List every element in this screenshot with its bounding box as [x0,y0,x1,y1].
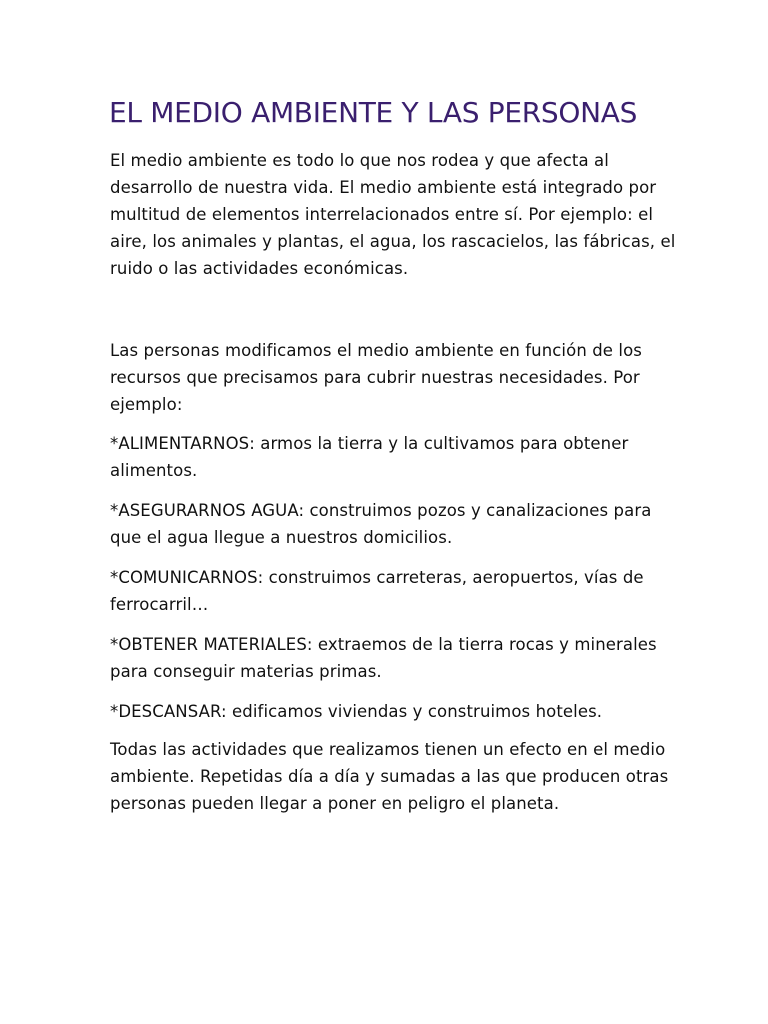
intro-paragraph: El medio ambiente es todo lo que nos rodea y que afecta al desarrollo de nuestra vida. El medio ambiente está integrado por multitud de elementos interrelacionados entre sí. Por ejemplo: el aire, los animales y plantas, el agua, los rascacielos, las fábricas, el ruido o las actividades económicas. [110,151,676,278]
list-item-alimentarnos: *ALIMENTARNOS: armos la tierra y la cultivamos para obtener alimentos. [110,434,629,480]
modification-paragraph: Las personas modificamos el medio ambiente en función de los recursos que precisamos para cubrir nuestras necesidades. Por ejemplo: [110,341,642,414]
list-item-descansar: *DESCANSAR: edificamos viviendas y construimos hoteles. [110,702,603,721]
list-item-asegurarnos-agua: *ASEGURARNOS AGUA: construimos pozos y canalizaciones para que el agua llegue a nuestros domicilios. [110,501,652,547]
list-item-obtener-materiales: *OBTENER MATERIALES: extraemos de la tierra rocas y minerales para conseguir materias primas. [110,635,657,681]
document-title: EL MEDIO AMBIENTE Y LAS PERSONAS [109,96,638,129]
conclusion-paragraph: Todas las actividades que realizamos tienen un efecto en el medio ambiente. Repetidas día a día y sumadas a las que producen otras personas pueden llegar a poner en peligro el planeta. [110,740,669,813]
list-item-comunicarnos: *COMUNICARNOS: construimos carreteras, aeropuertos, vías de ferrocarril… [110,568,644,614]
